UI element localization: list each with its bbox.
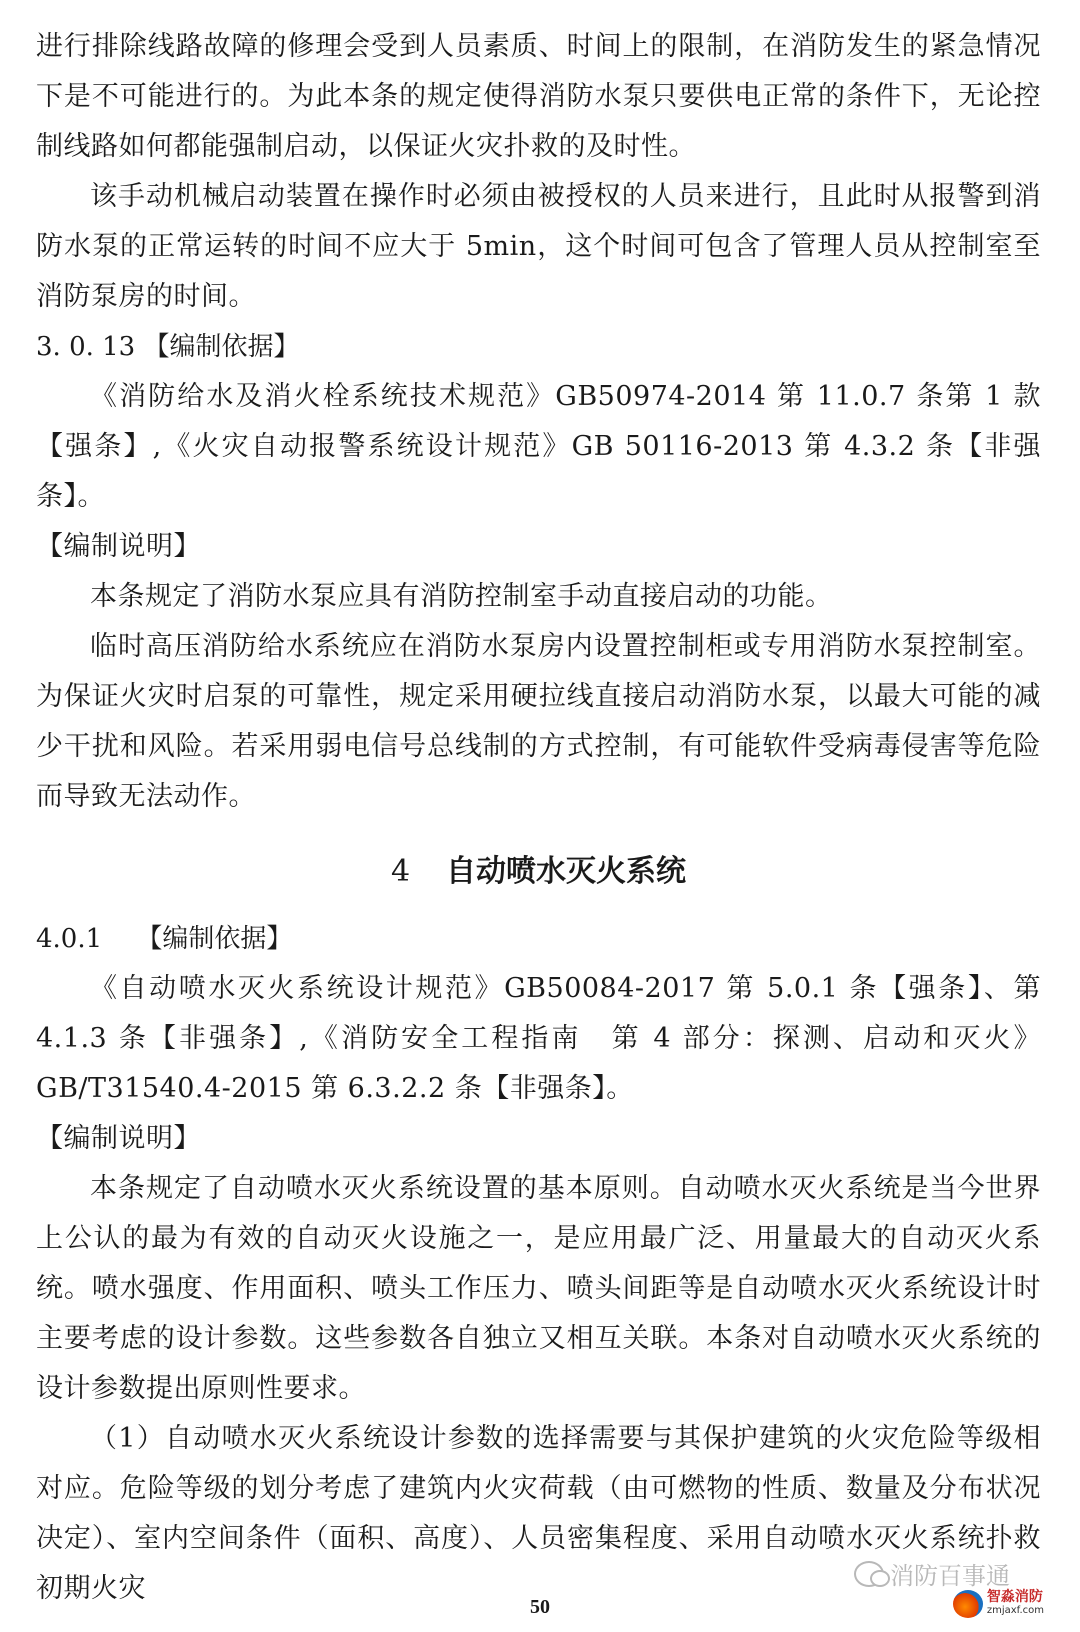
document-page <box>36 22 1041 1614</box>
section-4-0-1-explain-heading: 【编制说明】 <box>36 1123 201 1154</box>
chapter-title <box>36 850 1041 894</box>
section-3-0-13-explain-heading: 【编制说明】 <box>36 531 201 562</box>
chapter-number: 4 <box>390 854 411 889</box>
logo-mark-icon <box>953 1590 983 1618</box>
section-3-0-13-heading: 3. 0. 13 【编制依据】 <box>36 332 300 362</box>
watermark-text: 消防百事通 <box>890 1562 1010 1590</box>
section-3-0-13-basis: 《消防给水及消火栓系统技术规范》GB50974-2014 第 11.0.7 条第 1 款【强条】,《火灾自动报警系统设计规范》GB 50116-2013 第 4.3.2 条【非强条】。 <box>36 381 1041 512</box>
paragraph-continued: 进行排除线路故障的修理会受到人员素质、时间上的限制，在消防发生的紧急情况下是不可能进行的。为此本条的规定使得消防水泵只要供电正常的条件下，无论控制线路如何都能强制启动，以保证火灾扑救的及时性。 <box>36 31 1041 162</box>
wechat-watermark <box>854 1556 1010 1591</box>
section-3-0-13-explain-1: 本条规定了消防水泵应具有消防控制室手动直接启动的功能。 <box>90 581 833 612</box>
site-logo <box>953 1590 1044 1618</box>
chapter-title-text: 自动喷水灭火系统 <box>446 854 687 889</box>
logo-url: zmjaxf.com <box>986 1605 1044 1616</box>
paragraph-manual-start: 该手动机械启动装置在操作时必须由被授权的人员来进行，且此时从报警到消防水泵的正常运转的时间不应大于 5min，这个时间可包含了管理人员从控制室至消防泵房的时间。 <box>36 181 1041 312</box>
page-number: 50 <box>530 1596 550 1618</box>
section-4-0-1-explain-2: （1）自动喷水灭火系统设计参数的选择需要与其保护建筑的火灾危险等级相对应。危险等级的划分考虑了建筑内火灾荷载（由可燃物的性质、数量及分布状况决定）、室内空间条件（面积、高度）、人员密集程度、采用自动喷水灭火系统扑救初期火灾 <box>36 1423 1041 1604</box>
section-3-0-13-explain-2: 临时高压消防给水系统应在消防水泵房内设置控制柜或专用消防水泵控制室。为保证火灾时启泵的可靠性，规定采用硬拉线直接启动消防水泵，以最大可能的减少干扰和风险。若采用弱电信号总线制的方式控制，有可能软件受病毒侵害等危险而导致无法动作。 <box>36 631 1041 812</box>
wechat-icon <box>854 1561 884 1587</box>
section-4-0-1-basis: 《自动喷水灭火系统设计规范》GB50084-2017 第 5.0.1 条【强条】、第 4.1.3 条【非强条】,《消防安全工程指南 第 4 部分：探测、启动和灭火》GB/T31540.4-2015 第 6.3.2.2 条【非强条】。 <box>36 973 1041 1104</box>
section-4-0-1-heading: 4.0.1 【编制依据】 <box>36 924 293 954</box>
section-4-0-1-explain-1: 本条规定了自动喷水灭火系统设置的基本原则。自动喷水灭火系统是当今世界上公认的最为有效的自动灭火设施之一，是应用最广泛、用量最大的自动灭火系统。喷水强度、作用面积、喷头工作压力、喷头间距等是自动喷水灭火系统设计时主要考虑的设计参数。这些参数各自独立又相互关联。本条对自动喷水灭火系统的设计参数提出原则性要求。 <box>36 1173 1041 1404</box>
logo-name: 智淼消防 <box>986 1589 1043 1605</box>
